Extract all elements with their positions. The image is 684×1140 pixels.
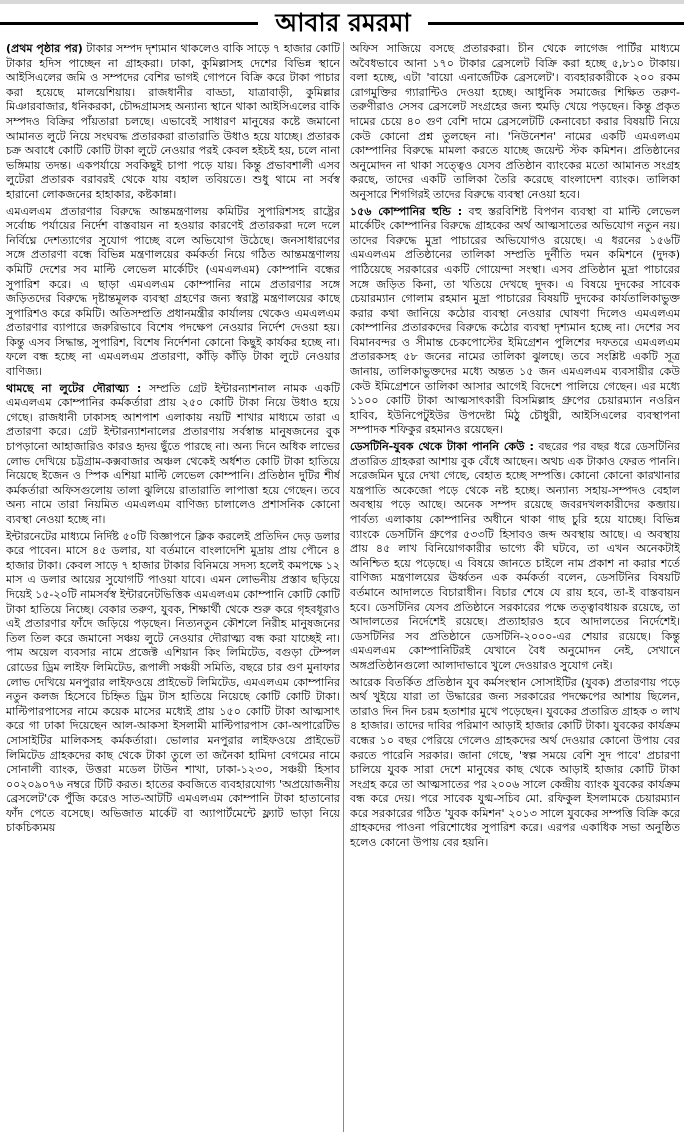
left-column	[6, 42, 340, 1134]
paragraph	[6, 205, 340, 380]
paragraph-text: আরেক বিতর্কিত প্রতিষ্ঠান যুব কর্মসংস্থান সোসাইটির (যুবক) প্রতারণায় পড়ে অর্থ খুইয়ে যারা তা উদ্ধারের জন্য সরকারের পদক্ষেপের আশায় ছিলেন, তারাও দিন দিন চরম হতাশার মুখে পড়েছেন। যুবকের প্রতারিত গ্রাহক ৩ লাখ ৪ হাজার। তাদের দাবির পরিমাণ আড়াই হাজার কোটি টাকা। যুবকের কার্যক্রম বন্ধের ১০ বছর পেরিয়ে গেলেও গ্রাহকদের অর্থ দেওয়ার কোনো উপায় বের করতে পারেনি সরকার। জানা গেছে, 'স্বল্প সময়ে বেশি সুদ পাবে' প্রচারণা চালিয়ে যুবক সারা দেশে মানুষের কাছ থেকে আড়াই হাজার কোটি টাকা সংগ্রহ করে তা আত্মসাতের পর ২০০৬ সালে কেন্দ্রীয় ব্যাংক যুবকের কার্যক্রম বন্ধ করে দেয়। পরে সাবেক যুগ্ম-সচিব মো. রফিকুল ইসলামকে চেয়ারম্যান করে সরকারের গঠিত 'যুবক কমিশন' ২০১৩ সালে যুবকের সম্পত্তি বিক্রি করে গ্রাহকদের পাওনা পরিশোধের সুপারিশ করে। এরপর একাধিক সভা অনুষ্ঠিত হলেও কোনো উপায় বের হয়নি।	[350, 675, 680, 850]
paragraph	[350, 440, 680, 674]
paragraph	[6, 382, 340, 528]
paragraph-text: এমএলএম প্রতারণার বিরুদ্ধে আন্তমন্ত্রণালয় কমিটির সুপারিশসহ রাষ্ট্রের সর্বোচ্চ পর্যায়ের নির্দেশ বাস্তবায়ন না হওয়ার কারণেই প্রতারকরা দলে দলে নির্বিঘ্নে দেশত্যাগের সুযোগ পাচ্ছে বলে অভিযোগ উঠেছে। জনসাধারণের সঙ্গে প্রতারণা বন্ধে বিভিন্ন মন্ত্রণালয়ের কর্মকর্তা নিয়ে গঠিত আন্তমন্ত্রণালয় কমিটি দেশের সব মাল্টি লেভেল মার্কেটিং (এমএলএম) কোম্পানি বন্ধের সুপারিশ করে। এ ছাড়া এমএলএম কোম্পানির নামে প্রতারণার সঙ্গে জড়িতদের বিরুদ্ধে দৃষ্টান্তমূলক ব্যবস্থা গ্রহণের জন্য স্বরাষ্ট্র মন্ত্রণালয়ের কাছে সুপারিশও করে কমিটি। অতিসম্প্রতি প্রধানমন্ত্রীর কার্যালয় থেকেও এমএলএম প্রতারণার ব্যাপারে জরুরিভাবে বিশেষ পদক্ষেপ নেওয়ার নির্দেশ দেওয়া হয়। কিন্তু এসব সিদ্ধান্ত, সুপারিশ, বিশেষ নির্দেশনা কোনো কিছুই কার্যকর হচ্ছে না। ফলে বন্ধ হচ্ছে না এমএলএম প্রতারণা, কাঁড়ি কাঁড়ি টাকা লুটে নেওয়ার বাণিজ্য।	[6, 204, 340, 379]
paragraph-text: সম্প্রতি গ্রেট ইন্টারন্যাশনাল নামক একটি এমএলএম কোম্পানির কর্মকর্তারা প্রায় ২৫০ কোটি টাকা নিয়ে উধাও হয়ে গেছে। রাজধানী ঢাকাসহ আশপাশ এলাকায় নয়টি শাখার মাধ্যমে তারা এ প্রতারণা করে। গ্রেট ইন্টারন্যাশনালের প্রতারণায় সর্বস্বান্ত মানুষজনের বুক চাপড়ানো আহাজারিও কারও হৃদয় ছুঁতে পারছে না। অন্য দিনে অধিক লাভের লোভ দেখিয়ে চট্টগ্রাম-কক্সবাজার অঞ্চল থেকেই অর্ধশত কোটি টাকা হাতিয়ে নিয়েছে ইজেন ও স্পিক এশিয়া মাল্টি লেভেল কোম্পানি। প্রতিষ্ঠান দুটির শীর্ষ কর্মকর্তারা অফিসগুলোয় তালা ঝুলিয়ে রাতারাতি লাপাত্তা হয়ে গেছেন। তবে অন্য নামে তারা নিয়মিত এমএলএম বাণিজ্য চালালেও প্রশাসনিক কোনো ব্যবস্থা নেওয়া হচ্ছে না।	[6, 381, 340, 526]
paragraph-text: বছরের পর বছর ধরে ডেসটিনির প্রতারিত গ্রাহকরা আশায় বুক বেঁধে আছেন। অথচ এক টাকাও ফেরত পাননি। সরেজমিন ঘুরে দেখা গেছে, বেহাত হচ্ছে সম্পত্তি। কোনো কোনো কারখানার যন্ত্রপাতি অকেজো পড়ে থেকে নষ্ট হচ্ছে। অন্যান্য সহায়-সম্পদও বেহাল অবস্থায় পড়ে আছে। অনেক সম্পদ রয়েছে জবরদখলকারীদের কব্জায়। পার্বত্য এলাকায় কোম্পানির অধীনে থাকা গাছ চুরি হয়ে যাচ্ছে। বিভিন্ন ব্যাংকে ডেসটিনি গ্রুপের ৫৩৩টি হিসাবও জব্দ অবস্থায় আছে। এ অবস্থায় প্রায় ৪৫ লাখ বিনিয়োগকারীর ভাগ্যে কী ঘটবে, তা এখন অনেকটাই অনিশ্চিত হয়ে পড়েছে। এ বিষয়ে জানতে চাইলে নাম প্রকাশ না করার শর্তে বাণিজ্য মন্ত্রণালয়ের ঊর্ধ্বতন এক কর্মকর্তা বলেন, ডেসটিনির বিষয়টি বর্তমানে আদালতে বিচারাধীন। বিচার শেষে যে রায় হবে, তা-ই বাস্তবায়ন হবে। ডেসটিনির যেসব প্রতিষ্ঠানে সরকারের পক্ষে তত্ত্বাবধায়ক রয়েছে, তা আদালতের নির্দেশেই রয়েছে। প্রত্যাহারও হবে আদালতের নির্দেশেই। ডেসটিনির সব প্রতিষ্ঠানে ডেসটিনি-২০০০-এর শেয়ার রয়েছে। কিন্তু এমএলএম কোম্পানিটিরই যেখানে বৈধ অনুমোদন নেই, সেখানে অঙ্গপ্রতিষ্ঠানগুলো আলাদাভাবে খুলে দেওয়ারও সুযোগ নেই।	[350, 440, 680, 672]
paragraph	[350, 205, 680, 439]
paragraph	[350, 42, 680, 203]
paragraph-lead: ডেসটিনি-যুবক থেকে টাকা পাননি কেউ :	[350, 440, 534, 454]
paragraph-lead: ১৫৬ কোম্পানির হুন্ডি :	[350, 204, 463, 218]
paragraph-text: বহু স্তরবিশিষ্ট বিপণন ব্যবস্থা বা মাল্টি লেভেল মার্কেটিং কোম্পানির বিরুদ্ধে গ্রাহকের অর্থ আত্মসাতের অভিযোগ নতুন নয়। তাদের বিরুদ্ধে মুদ্রা পাচারের অভিযোগও রয়েছে। এ ধরনের ১৫৬টি এমএলএম প্রতিষ্ঠানের তালিকা সম্প্রতি দুর্নীতি দমন কমিশনে (দুদক) পাঠিয়েছে সরকারের একটি গোয়েন্দা সংস্থা। এসব প্রতিষ্ঠান মুদ্রা পাচারের সঙ্গে জড়িত কিনা, তা খতিয়ে দেখছে দুদক। এ বিষয়ে দুদকের সাবেক চেয়ারম্যান গোলাম রহমান মুদ্রা পাচারের বিষয়টি দুদকের কার্যতালিকাভুক্ত করার কথা জানিয়ে কঠোর ব্যবস্থা নেওয়ার ঘোষণা দিলেও এমএলএম কোম্পানির প্রতারকদের বিরুদ্ধে কঠোর ব্যবস্থা দৃশ্যমান হচ্ছে না। দেশের সব বিমানবন্দর ও সীমান্ত চেকপোস্টের ইমিগ্রেশন পুলিশের দফতরে এমএলএম প্রতারকসহ ৫৮ জনের নামের তালিকা ঝুলছে। তবে সংশ্লিষ্ট একটি সূত্র জানায়, তালিকাভুক্তদের মধ্যে অন্তত ১৫ জন এমএলএম ব্যবসায়ীর কেউ কেউ ইমিগ্রেশনে তালিকা আসার আগেই বিদেশে পালিয়ে গেছেন। এর মধ্যে ১১০০ কোটি টাকা আত্মসাৎকারী বিসমিল্লাহ গ্রুপের চেয়ারম্যান নওরিন হাবিব, ইউনিপেটুইউর উপদেষ্টা মিঠু চৌধুরী, আইসিএলের ব্যবস্থাপনা সম্পাদক শফিকুর রহমানও রয়েছেন।	[350, 204, 680, 437]
paragraph-lead: (প্রথম পৃষ্ঠার পর)	[6, 42, 83, 55]
headline: আবার রমরমা	[275, 8, 411, 37]
header-rule-left	[0, 22, 258, 25]
paragraph	[350, 676, 680, 851]
paragraph-text: অফিস সাজিয়ে বসছে প্রতারকরা। চীন থেকে লাগেজ পার্টির মাধ্যমে অবৈধভাবে আনা ১৭০ টাকার ব্রেসলেট বিক্রি করা হচ্ছে ৫,৮১০ টাকায়। বলা হচ্ছে, এটা 'বায়ো এনার্জেটিক ব্রেসলেট'। ব্যবহারকারীকে ২০০ রকম রোগমুক্তির গ্যারান্টিও দেওয়া হচ্ছে। আধুনিক সমাজের শিক্ষিত তরুণ-তরুণীরাও সেসব ব্রেসলেট সংগ্রহের জন্য হুমড়ি খেয়ে পড়ছেন। কিন্তু প্রকৃত দামের চেয়ে ৪০ গুণ বেশি দামে ব্রেসলেটটি কেনাবেচা করার বিষয়টি নিয়ে কেউ কোনো প্রশ্ন তুলছেন না। 'নিউনেশন' নামের একটি এমএলএম কোম্পানির বিরুদ্ধে মামলা করতে যাচ্ছে জয়েন্ট স্টক কমিশন। প্রতিষ্ঠানের অনুমোদন না থাকা সত্ত্বেও যেসব প্রতিষ্ঠান ব্যাংকের মতো আমানত সংগ্রহ করছে, তাদের একটি তালিকা তৈরি করেছে বাংলাদেশ ব্যাংক। তালিকা অনুসারে শিগগিরই তাদের বিরুদ্ধে ব্যবস্থা নেওয়া হবে।	[350, 42, 680, 201]
right-column	[350, 42, 680, 1134]
paragraph	[6, 530, 340, 836]
paragraph-text: ইন্টারনেটের মাধ্যমে নির্দিষ্ট ৫০টি বিজ্ঞাপনে ক্লিক করলেই প্রতিদিন দেড় ডলার করে পাবেন। মাসে ৪৫ ডলার, যা বর্তমানে বাংলাদেশি মুদ্রায় প্রায় পৌনে ৪ হাজার টাকা। কেবল সাড়ে ৭ হাজার টাকার বিনিময়ে সদস্য হলেই কমপক্ষে ১২ মাস এ ডলার আয়ের সুযোগটি পাওয়া যাবে। এমন লোভনীয় প্রস্তাব ছড়িয়ে দিয়েই ১৫-২০টি নামসর্বস্ব ইন্টারনেটভিত্তিক এমএলএম কোম্পানি কোটি কোটি টাকা হাতিয়ে নিচ্ছে। বেকার তরুণ, যুবক, শিক্ষার্থী থেকে শুরু করে গৃহবধূরাও এই প্রতারণার ফাঁদে জড়িয়ে পড়ছেন। নিত্যনতুন কৌশলে নিরীহ মানুষজনের তিল তিল করে জমানো সঞ্চয় লুটে নেওয়ার দৌরাত্ম্য বন্ধ করা যাচ্ছেই না। পাম অয়েল ব্যবসার নামে প্রজেক্ট এশিয়ান কিং লিমিটেড, বগুড়া টেম্পল রোডের ড্রিম লাইফ লিমিটেড, রূপালী সঞ্চয়ী সমিতি, বছরে চার গুণ মুনাফার লোভ দেখিয়ে মনপুরার লাইফওয়ে প্রাইভেট লিমিটেড, এমএলএম কোম্পানির নতুন কলজ হিসেবে চিহ্নিত ড্রিম টাস হাতিয়ে নিয়েছে কোটি কোটি টাকা। মাল্টিপারপাসের নামে কয়েক মাসের মধ্যেই প্রায় ১৫০ কোটি টাকা আত্মসাৎ করে গা ঢাকা দিয়েছেন আল-আকসা ইসলামী মাল্টিপারপাস কো-অপারেটিভ সোসাইটির মালিকসহ কর্মকর্তারা। ভোলার মনপুরার লাইফওয়ে প্রাইভেট লিমিটেড গ্রাহকদের কাছ থেকে টাকা তুলে তা জনৈকা হামিদা বেগমের নামে সোনালী ব্যাংক, উত্তরা মডেল টাউন শাখা, ঢাকা-১২৩০, সঞ্চয়ী হিসাব ০০২০৯০৭৬ নম্বরে টিটি করত। হাতের কবজিতে ব্যবহারযোগ্য 'অপ্রয়োজনীয় ব্রেসলেট'কে পুঁজি করেও সাত-আটটি এমএলএম কোম্পানি টাকা হাতানোর ফাঁদ পেতে বসেছে। অভিজাত মার্কেট বা অ্যাপার্টমেন্টে ফ্ল্যাট ভাড়া নিয়ে চাকচিক্যময়	[6, 529, 340, 835]
column-divider	[343, 42, 344, 1132]
paragraph-lead: থামছে না লুটের দৌরাত্ম্য :	[6, 381, 142, 395]
paragraph	[6, 42, 340, 203]
section-header	[0, 4, 684, 40]
header-rule-right	[428, 22, 684, 25]
paragraph-text: টাকার সম্পদ দৃশ্যমান থাকলেও বাকি সাড়ে ৭ হাজার কোটি টাকার হদিস পাচ্ছেন না গ্রাহকরা। ঢাকা, কুমিল্লাসহ দেশের বিভিন্ন স্থানে আইসিএলের জমি ও সম্পদের বেশির ভাগই গোপনে বিক্রি করে টাকা পাচার করা হয়েছে মালয়েশিয়ায়। রাজধানীর বাড্ডা, যাত্রাবাড়ী, কুমিল্লার মিঞারবাজার, ধনিকরকা, চৌদ্দগ্রামসহ অন্যান্য স্থানে থাকা আইসিএলের বাকি সম্পদও বিক্রির পাঁয়তারা চলছে। এভাবেই সাধারণ মানুষের কষ্টে জমানো আমানত লুটে নিয়ে সংঘবদ্ধ প্রতারকরা রাতারাতি উধাও হয়ে যাচ্ছে। প্রতারক চক্র অবাধে কোটি কোটি টাকা লুটে নেওয়ার পরই কেবল হইচই হয়, চলে নানা ভঙ্গিমায় তদন্ত। একপর্যায়ে সবকিছুই চাপা পড়ে যায়। কিন্তু প্রভাবশালী এসব লুটেরা প্রতারক বরাবরই থেকে যায় বহাল তবিয়তে। শুধু থামে না সর্বস্ব হারানো লোকজনের হাহাকার, কষ্টকান্না।	[6, 42, 340, 201]
